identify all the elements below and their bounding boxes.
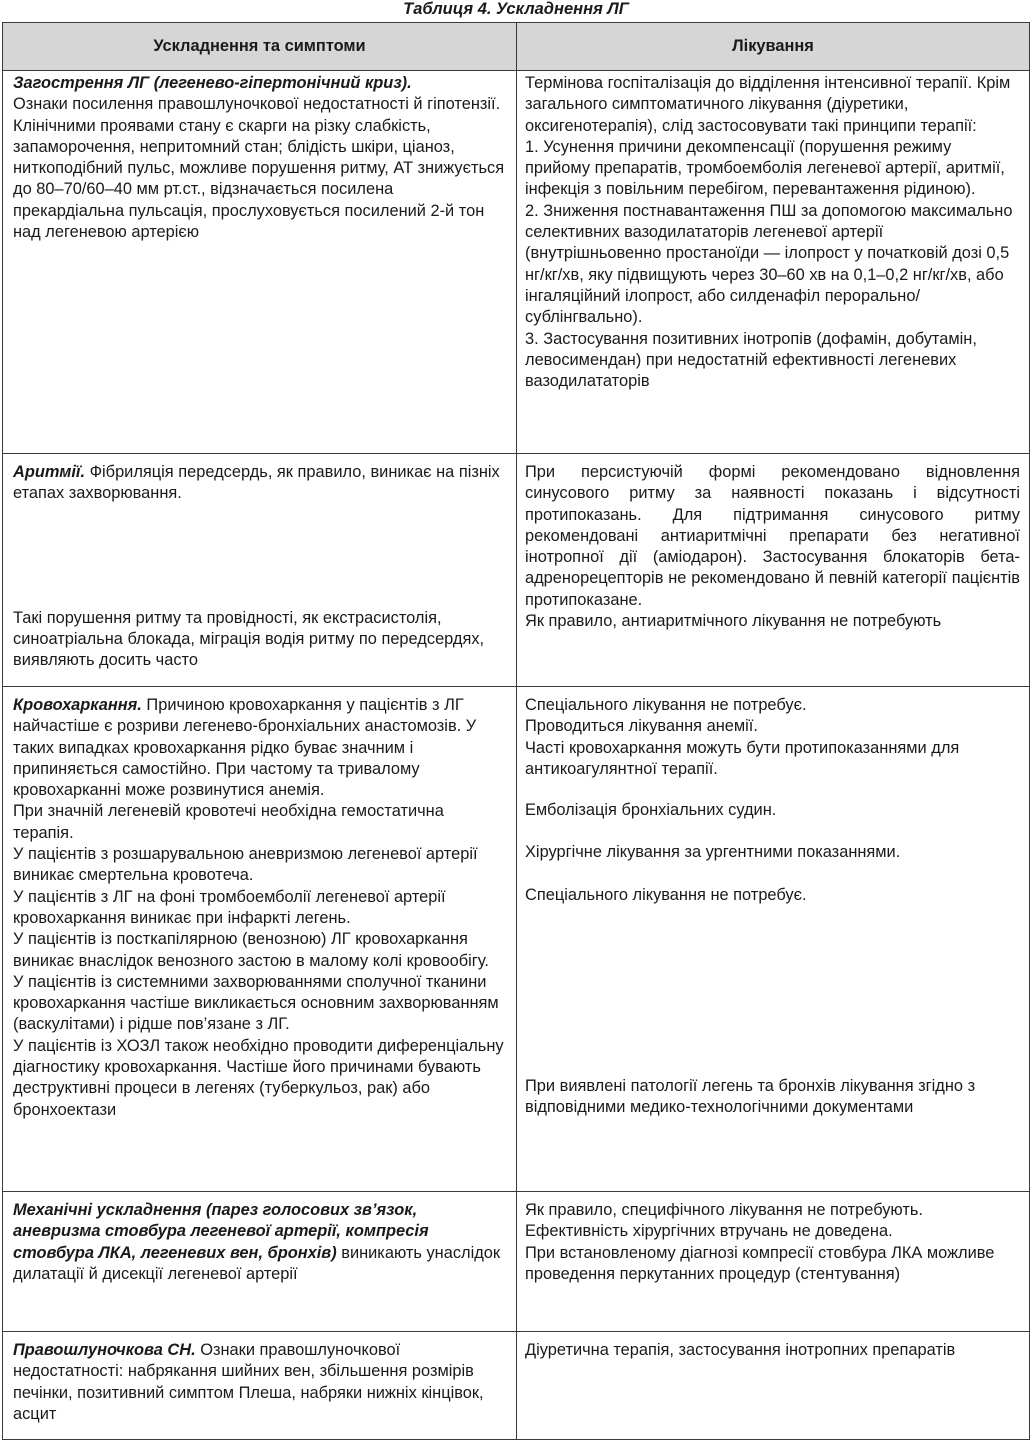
table-row <box>3 1332 1030 1440</box>
cell-symptoms <box>3 1332 517 1440</box>
row-text: Ознаки правошлуночкової недостатності: набрякання шийних вен, збільшення розмірів печінки, позитивний симптом Плеша, набряки нижніх кінцівок, асцит <box>13 1341 484 1423</box>
header-treatment: Лікування <box>517 23 1030 71</box>
treatment-text: Ефективність хірургічних втручань не доведена. <box>525 1222 893 1241</box>
row-text: У пацієнтів з розшарувальною аневризмою легеневої артерії виникає смертельна кровотеча. <box>13 845 478 885</box>
row-text: Фібриляція передсердь, як правило, виникає на пізніх етапах захворювання. <box>13 463 500 503</box>
cell-treatment <box>517 71 1030 454</box>
cell-symptoms <box>3 71 517 454</box>
header-row <box>3 23 1030 71</box>
row-text: У пацієнтів із посткапілярною (венозною) ЛГ кровохаркання виникає внаслідок венозного застою в малому колі кровообігу. <box>13 930 489 970</box>
row-text: Причиною кровохаркання у пацієнтів з ЛГ найчастіше є розриви легенево-бронхіальних анастомозів. У таких випадках кровохаркання рідко буває значним і припиняється самостійно. При частому та тривалому кровохарканні може розвинутися анемія. <box>13 696 477 800</box>
treatment-text: Термінова госпіталізація до відділення інтенсивної терапії. Крім загального симптоматичного лікування (діуретики, оксигенотерапія), слід застосовувати такі принципи терапії: <box>525 74 1011 135</box>
treatment-text: При встановленому діагнозі компресії стовбура ЛКА можливе проведення перкутанних процедур (стентування) <box>525 1243 995 1283</box>
table-row <box>3 687 1030 1192</box>
treatment-text: Емболізація бронхіальних судин. <box>525 801 777 820</box>
table-row <box>3 71 1030 454</box>
row-label: Правошлуночкова СН. <box>13 1341 196 1359</box>
row-label: Аритмії. <box>13 463 86 481</box>
row-label: Кровохаркання. <box>13 696 142 714</box>
treatment-text: Як правило, специфічного лікування не потребують. <box>525 1201 923 1219</box>
cell-treatment <box>517 687 1030 1192</box>
cell-treatment <box>517 454 1030 687</box>
treatment-text: 1. Усунення причини декомпенсації (порушення режиму прийому препаратів, тромбоемболія легеневої артерії, аритмії, інфекція з повільним перебігом, перевантаження рідиною). <box>525 137 1005 199</box>
row-text: У пацієнтів з ЛГ на фоні тромбоемболії легеневої артерії кровохаркання виникає при інфаркті легень. <box>13 887 446 927</box>
table-row <box>3 454 1030 687</box>
cell-symptoms <box>3 454 517 687</box>
treatment-text: Спеціального лікування не потребує. <box>525 696 807 714</box>
treatment-text: Хірургічне лікування за ургентними показаннями. <box>525 843 901 862</box>
treatment-text: 3. Застосування позитивних інотропів (дофамін, добутамін, левосимендан) при недостатній ефективності легеневих вазодилататорів <box>525 329 977 391</box>
treatment-text: Проводиться лікування анемії. <box>525 717 758 736</box>
cell-symptoms <box>3 1192 517 1332</box>
row-label: Механічні ускладнення (парез голосових зв’язок, аневризма стовбура легеневої артерії, компресія стовбура ЛКА, легеневих вен, бронхів) <box>13 1201 429 1262</box>
treatment-text: При персистуючій формі рекомендовано відновлення синусового ритму за наявності показань і відсутності протипоказань. Для підтримання синусового ритму рекомендовані антиаритмічні препарати без негативної інотропної дії (аміодарон). Застосування блокаторів бета-адренорецепторів не рекомендовано й певній категорії пацієнтів протипоказане. <box>525 463 1020 609</box>
row-text: виникають унаслідок дилатації й дисекції легеневої артерії <box>13 1243 501 1283</box>
table-caption: Таблиця 4. Ускладнення ЛГ <box>403 0 629 18</box>
row-text: При значній легеневій кровотечі необхідна гемостатична терапія. <box>13 802 444 842</box>
row-label: Загострення ЛГ (легенево-гіпертонічний криз). <box>13 74 412 92</box>
treatment-text: 2. Зниження постнавантаження ПШ за допомогою максимально селективних вазодилататорів легеневої артерії (внутрішньовенно простаноїди — ілопрост у початковій дозі 0,5 нг/кг/хв, яку підвищують через 30–60 хв на 0,1–0,2 нг/кг/хв, або інгаляційний ілопрост, або силденафіл перорально/сублінгвально). <box>525 201 1013 327</box>
treatment-text: Часті кровохаркання можуть бути протипоказаннями для антикоагулянтної терапії. <box>525 738 960 778</box>
row-text: У пацієнтів із ХОЗЛ також необхідно проводити диференціальну діагностику кровохаркання. Частіше його причинами бувають деструктивні процеси в легенях (туберкульоз, рак) або бронхоектази <box>13 1036 504 1119</box>
treatment-text: Як правило, антиаритмічного лікування не потребують <box>525 612 942 631</box>
treatment-text: При виявлені патології легень та бронхів лікування згідно з відповідними медико-технологічними документами <box>525 1077 976 1117</box>
cell-treatment <box>517 1192 1030 1332</box>
row-text: Ознаки посилення правошлуночкової недостатності й гіпотензії. Клінічними проявами стану є скарги на різку слабкість, запаморочення, непритомний стан; блідість шкіри, ціаноз, ниткоподібний пульс, можливе порушення ритму, АТ знижується до 80–70/60–40 мм рт.ст., відзначається посилена прекардіальна пульсація, прослуховується посилений 2-й тон над легеневою артерією <box>13 95 505 242</box>
treatment-text: Діуретична терапія, застосування інотропних препаратів <box>525 1341 956 1359</box>
cell-symptoms <box>3 687 517 1192</box>
row-text: Такі порушення ритму та провідності, як екстрасистолія, синоатріальна блокада, міграція водія ритму по передсердях, виявляють досить часто <box>13 608 485 670</box>
row-text: У пацієнтів із системними захворюваннями сполучної тканини кровохаркання частіше викликається основним захворюванням (васкулітами) і рідше пов’язане з ЛГ. <box>13 972 499 1034</box>
treatment-text: Спеціального лікування не потребує. <box>525 885 807 904</box>
complications-table <box>2 22 1030 1440</box>
table-row <box>3 1192 1030 1332</box>
cell-treatment <box>517 1332 1030 1440</box>
header-symptoms: Ускладнення та симптоми <box>3 23 517 71</box>
